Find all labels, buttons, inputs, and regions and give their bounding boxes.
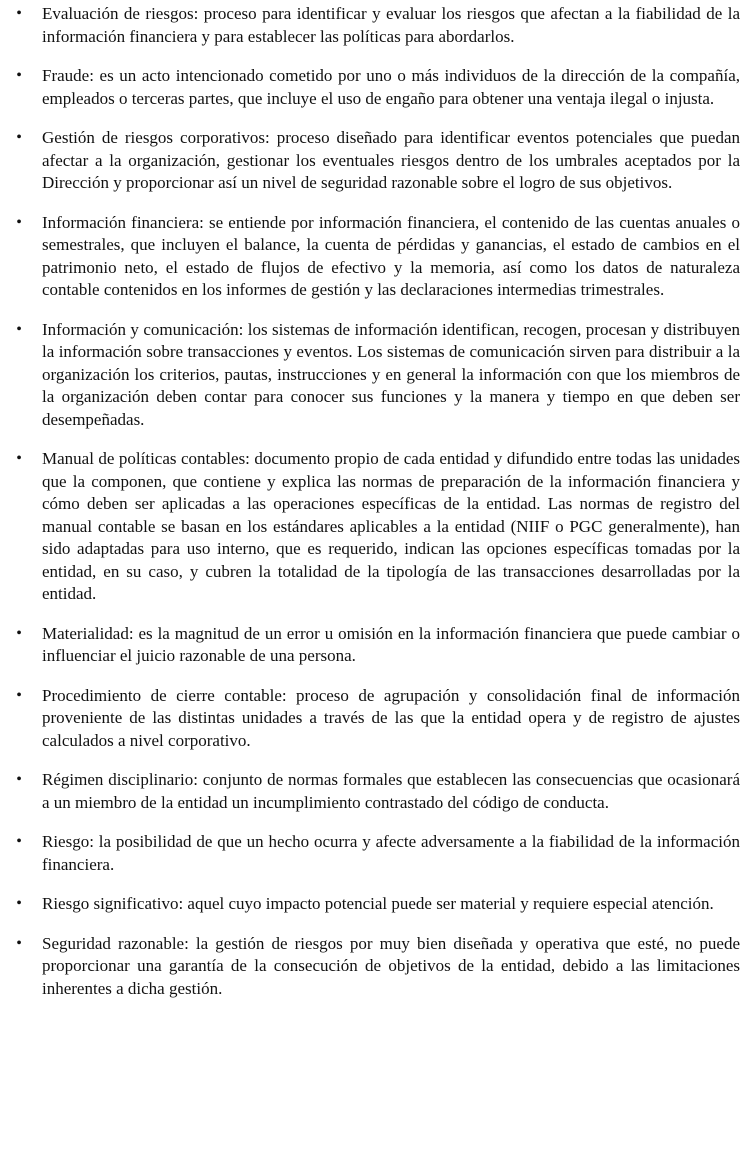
bullet-icon: • bbox=[16, 320, 22, 338]
glossary-item bbox=[12, 769, 740, 814]
glossary-item bbox=[12, 623, 740, 668]
glossary-item bbox=[12, 319, 740, 432]
bullet-icon: • bbox=[16, 67, 22, 84]
bullet-icon: • bbox=[16, 5, 22, 22]
glossary-item-text: Régimen disciplinario: conjunto de normas formales que establecen las consecuencias que ocasionará a un miembro de la entidad un incumplimiento contrastado del código de conducta. bbox=[42, 770, 740, 812]
glossary-item bbox=[12, 212, 740, 302]
glossary-item bbox=[12, 831, 740, 876]
glossary-item bbox=[12, 933, 740, 1001]
glossary-item bbox=[12, 3, 740, 48]
bullet-icon: • bbox=[16, 624, 22, 642]
glossary-item-text: Gestión de riesgos corporativos: proceso diseñado para identificar eventos potenciales que puedan afectar a la organización, gestionar los eventuales riesgos dentro de los umbrales aceptados por la Dirección y proporcionar así un nivel de seguridad razonable sobre el logro de sus objetivos. bbox=[42, 128, 740, 192]
glossary-item bbox=[12, 65, 740, 110]
glossary-list bbox=[12, 3, 740, 1000]
glossary-item-text: Riesgo significativo: aquel cuyo impacto potencial puede ser material y requiere especial atención. bbox=[42, 894, 714, 913]
bullet-icon: • bbox=[16, 895, 22, 912]
glossary-item-text: Manual de políticas contables: documento propio de cada entidad y difundido entre todas las unidades que la componen, que contiene y explica las normas de preparación de la información financiera y cómo deben ser aplicadas a las operaciones específicas de la entidad. Las normas de registro del manual contable se basan en los estándares aplicables a la entidad (NIIF o PGC generalmente), han sido adaptadas para uso interno, que es requerido, indican las opciones específicas tomadas por la entidad, en su caso, y cubren la totalidad de la tipología de las transacciones desarrolladas por la entidad. bbox=[42, 449, 740, 603]
bullet-icon: • bbox=[16, 686, 22, 704]
bullet-icon: • bbox=[16, 833, 22, 850]
glossary-item-text: Procedimiento de cierre contable: proceso de agrupación y consolidación final de información proveniente de las distintas unidades a través de las que la entidad opera y de registro de ajustes calculados a nivel corporativo. bbox=[42, 685, 740, 750]
glossary-item-text: Materialidad: es la magnitud de un error u omisión en la información financiera que puede cambiar o influenciar el juicio razonable de una persona. bbox=[42, 623, 740, 665]
bullet-icon: • bbox=[16, 771, 22, 788]
glossary-item bbox=[12, 448, 740, 606]
bullet-icon: • bbox=[16, 129, 22, 146]
bullet-icon: • bbox=[16, 213, 22, 231]
glossary-item-text: Información financiera: se entiende por información financiera, el contenido de las cuentas anuales o semestrales, que incluyen el balance, la cuenta de pérdidas y ganancias, el estado de cambios en el patrimonio neto, el estado de flujos de efectivo y la memoria, así como los datos de naturaleza contable contenidos en los informes de gestión y las declaraciones intermedias trimestrales. bbox=[42, 212, 740, 299]
bullet-icon: • bbox=[16, 934, 22, 952]
glossary-item-text: Evaluación de riesgos: proceso para identificar y evaluar los riesgos que afectan a la fiabilidad de la información financiera y para establecer las políticas para abordarlos. bbox=[42, 4, 740, 46]
glossary-item bbox=[12, 893, 740, 916]
glossary-item-text: Información y comunicación: los sistemas de información identifican, recogen, procesan y distribuyen la información sobre transacciones y eventos. Los sistemas de comunicación sirven para distribuir a la organización los criterios, pautas, instrucciones y en general la información con que los miembros de la organización deben contar para conocer sus funciones y la manera y tiempo en que deben ser desempeñadas. bbox=[42, 319, 740, 429]
glossary-item-text: Seguridad razonable: la gestión de riesgos por muy bien diseñada y operativa que esté, no puede proporcionar una garantía de la consecución de objetivos de la entidad, debido a las limitaciones inherentes a dicha gestión. bbox=[42, 933, 740, 998]
glossary-item bbox=[12, 685, 740, 753]
bullet-icon: • bbox=[16, 450, 22, 467]
glossary-item-text: Riesgo: la posibilidad de que un hecho ocurra y afecte adversamente a la fiabilidad de la información financiera. bbox=[42, 832, 740, 874]
glossary-item bbox=[12, 127, 740, 195]
glossary-item-text: Fraude: es un acto intencionado cometido por uno o más individuos de la dirección de la compañía, empleados o terceras partes, que incluye el uso de engaño para obtener una ventaja ilegal o injusta. bbox=[42, 66, 740, 108]
